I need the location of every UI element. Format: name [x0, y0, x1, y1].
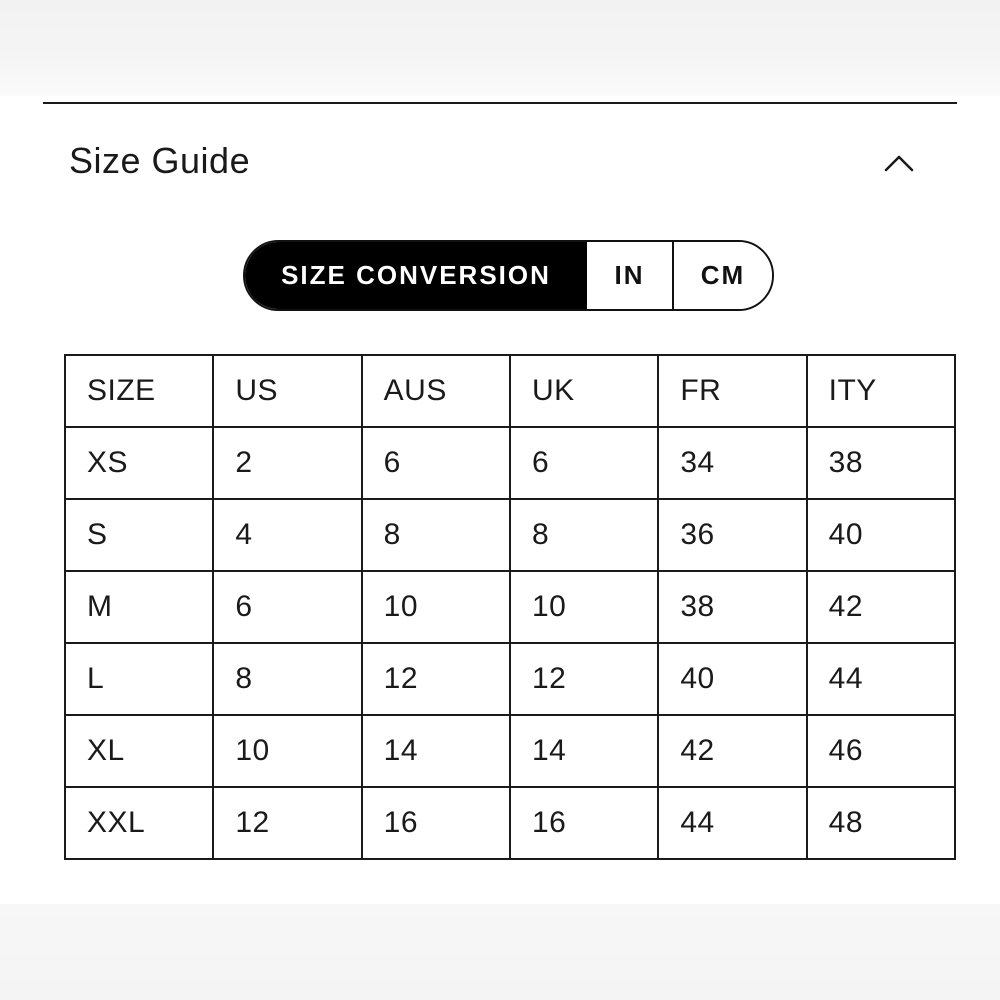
table-cell: XS [65, 427, 213, 499]
table-cell: 16 [510, 787, 658, 859]
table-cell: 4 [213, 499, 361, 571]
column-header-ity: ITY [807, 355, 955, 427]
table-cell: 8 [362, 499, 510, 571]
table-row [65, 715, 955, 787]
table-cell: 2 [213, 427, 361, 499]
size-conversion-table [64, 354, 956, 860]
table-cell: 12 [213, 787, 361, 859]
table-cell: S [65, 499, 213, 571]
table-cell: 38 [807, 427, 955, 499]
table-cell: M [65, 571, 213, 643]
table-cell: XL [65, 715, 213, 787]
column-header-aus: AUS [362, 355, 510, 427]
table-body [65, 427, 955, 859]
column-header-us: US [213, 355, 361, 427]
table-cell: 6 [213, 571, 361, 643]
column-header-uk: UK [510, 355, 658, 427]
size-conversion-tab[interactable]: SIZE CONVERSION [245, 242, 587, 309]
table-row [65, 643, 955, 715]
top-background [0, 0, 1000, 96]
table-cell: 40 [658, 643, 806, 715]
table-cell: 34 [658, 427, 806, 499]
table-cell: 12 [362, 643, 510, 715]
table-cell: 8 [213, 643, 361, 715]
table-cell: 6 [510, 427, 658, 499]
bottom-background [0, 904, 1000, 1000]
table-row [65, 427, 955, 499]
table-cell: 40 [807, 499, 955, 571]
table-cell: 42 [807, 571, 955, 643]
column-header-fr: FR [658, 355, 806, 427]
table-cell: 44 [658, 787, 806, 859]
table-cell: 38 [658, 571, 806, 643]
table-cell: 46 [807, 715, 955, 787]
centimeters-tab[interactable]: CM [674, 242, 772, 309]
size-guide-accordion-header[interactable] [43, 130, 957, 194]
table-cell: 42 [658, 715, 806, 787]
table-cell: XXL [65, 787, 213, 859]
table-cell: 48 [807, 787, 955, 859]
table-cell: 36 [658, 499, 806, 571]
unit-toggle [243, 240, 774, 311]
chevron-up-icon[interactable] [881, 148, 917, 178]
table-cell: L [65, 643, 213, 715]
table-header-row [65, 355, 955, 427]
table-cell: 10 [362, 571, 510, 643]
table-cell: 16 [362, 787, 510, 859]
size-guide-title: Size Guide [69, 140, 251, 181]
table-row [65, 499, 955, 571]
table-cell: 10 [213, 715, 361, 787]
table-cell: 14 [510, 715, 658, 787]
table-cell: 8 [510, 499, 658, 571]
table-cell: 10 [510, 571, 658, 643]
table-cell: 12 [510, 643, 658, 715]
table-row [65, 571, 955, 643]
table-cell: 6 [362, 427, 510, 499]
table-cell: 14 [362, 715, 510, 787]
inches-tab[interactable]: IN [587, 242, 674, 309]
table-cell: 44 [807, 643, 955, 715]
column-header-size: SIZE [65, 355, 213, 427]
section-divider [43, 102, 957, 104]
table-row [65, 787, 955, 859]
